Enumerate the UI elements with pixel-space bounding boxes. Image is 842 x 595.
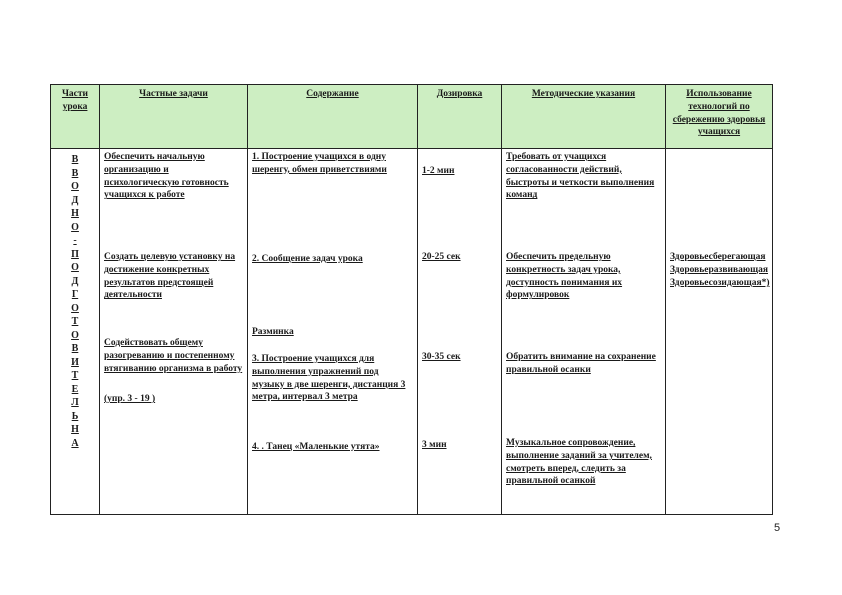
dosage-item: 20-25 сек [422, 252, 461, 262]
content-cell [248, 149, 418, 515]
task-item: Содействовать общему разогреванию и постепенному втягиванию организма в работу [104, 338, 243, 374]
guideline-item: Музыкальное сопровождение, выполнение заданий за учителем, смотреть вперед, следить за правильной осанкой [506, 438, 652, 487]
guidelines-cell [502, 149, 666, 515]
header-health-technologies: Использование технологий по сбережению здоровья учащихся [666, 85, 773, 149]
content-item: 2. Сообщение задач урока [252, 254, 363, 264]
task-item: Обеспечить начальную организацию и психологическую готовность учащихся к работе [104, 152, 229, 201]
guideline-item: Обеспечить предельную конкретность задач урока, доступность понимания их формулировок [506, 252, 623, 301]
technologies-cell [666, 149, 773, 515]
table-row [51, 149, 773, 515]
technology-item: Здоровьесозидающая*) [670, 278, 770, 288]
header-methodical-guidelines: Методические указания [502, 85, 666, 149]
stage-name-vertical: В В О Д Н О - П О Д Г О Т О В И Т Е Л Ь Н А [51, 149, 100, 515]
content-item: Разминка [252, 327, 294, 337]
dosage-item: 30-35 сек [422, 352, 461, 362]
content-item: 1. Построение учащихся в одну шеренгу, обмен приветствиями [252, 152, 387, 175]
technology-item: Здоровьеразвивающая [670, 265, 769, 275]
dosage-item: 3 мин [422, 440, 447, 450]
page-number: 5 [774, 522, 781, 534]
tasks-cell [100, 149, 248, 515]
lesson-plan-table [50, 84, 773, 515]
header-dosage: Дозировка [418, 85, 502, 149]
table-header-row [51, 85, 773, 149]
content-item: 3. Построение учащихся для выполнения упражнений под музыку в две шеренги, дистанция 3 метра, интервал 3 метра [252, 354, 406, 403]
task-item: Создать целевую установку на достижение конкретных результатов предстоящей деятельности [104, 252, 236, 301]
header-particular-tasks: Частные задачи [100, 85, 248, 149]
guideline-item: Обратить внимание на сохранение правильной осанки [506, 352, 656, 375]
guideline-item: Требовать от учащихся согласованности действий, быстроты и четкости выполнения команд [506, 152, 655, 201]
content-item: 4. . Танец «Маленькие утята» [252, 442, 380, 452]
header-content: Содержание [248, 85, 418, 149]
header-parts-of-lesson: Части урока [51, 85, 100, 149]
task-item: (упр. 3 - 19 ) [104, 394, 156, 404]
dosage-item: 1-2 мин [422, 166, 455, 176]
technology-item: Здоровьесберегающая [670, 252, 766, 262]
lesson-plan-sheet [50, 84, 772, 515]
dosage-cell [418, 149, 502, 515]
